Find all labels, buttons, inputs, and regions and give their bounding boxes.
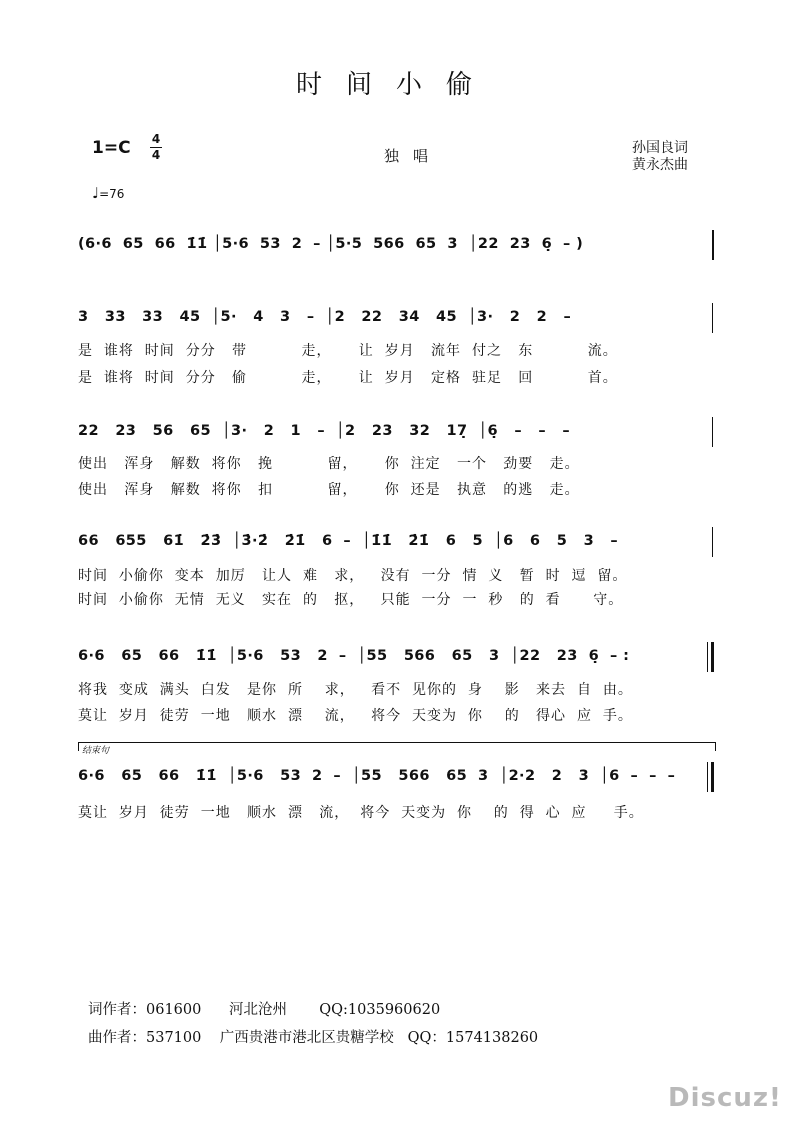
lyric-line-2a: 是 谁将 时间 分分 带 走， 让 岁月 流年 付之 东 流。 [78,343,618,359]
barline [712,417,713,447]
final-barline-thick [711,762,714,792]
notation-line-6: 6·6 65 66 1̇1̇ │5·6 53 2 – │55 566 65 3 │2·2 2 3 │6 – – – [78,768,676,784]
final-barline-thin [707,762,708,792]
notation-line-1: (6·6 65 66 1̇1̇ │5·6 53 2 – │5·5 566 65 3 │22 23 6̣ – ) [78,236,584,252]
notation-line-4: 66 655 61̇ 2̇3̇ │3̇·2̇ 2̇1̇ 6 – │1̇1̇ 2̇1̇ 6 5 │6 6 5 3 – [78,533,619,549]
repeat-barline-thin [707,642,708,672]
watermark-logo: Discuz! [668,1083,782,1113]
barline [712,527,713,557]
notation-line-2: 3 33 33 45 │5· 4 3 – │2 22 34 45 │3· 2 2 – [78,309,572,325]
lyric-line-4a: 时间 小偷你 变本 加厉 让人 难 求， 没有 一分 情 义 暂 时 逗 留。 [78,568,628,584]
lyric-line-5a: 将我 变成 满头 白发 是你 所 求， 看不 见你的 身 影 来去 自 由。 [78,682,633,698]
composer-credit: 黄永杰曲 [632,157,688,173]
tempo-marking [92,184,124,202]
repeat-barline-thick [711,642,714,672]
tempo-value: =76 [99,187,125,201]
notation-line-3: 22 23 56 65 │3· 2 1 – │2 23 32 17̣ │6̣ – – – [78,423,571,439]
quarter-note-icon: ♩ [92,184,100,202]
barline [712,230,714,260]
lyricist-contact: 词作者：061600 河北沧州 QQ:1035960620 [88,1002,441,1018]
lyric-line-4b: 时间 小偷你 无情 无义 实在 的 抠， 只能 一分 一 秒 的 看 守。 [78,592,624,608]
lyric-line-3a: 使出 浑身 解数 将你 挽 留， 你 注定 一个 劲要 走。 [78,456,580,472]
time-signature [150,133,162,162]
composer-contact: 曲作者：537100 广西贵港市港北区贵糖学校 QQ：1574138260 [88,1030,539,1046]
ending-bracket [78,742,716,751]
lyric-line-3b: 使出 浑身 解数 将你 扣 留， 你 还是 执意 的逃 走。 [78,482,580,498]
time-signature-top: 4 [151,132,161,146]
lyric-line-5b: 莫让 岁月 徒劳 一地 顺水 漂 流， 将今 天变为 你 的 得心 应 手。 [78,708,633,724]
performance-type: 独唱 [384,147,443,165]
barline [712,303,713,333]
ending-label: 结束句 [82,746,110,756]
lyric-line-6: 莫让 岁月 徒劳 一地 顺水 漂 流， 将今 天变为 你 的 得 心 应 手。 [78,805,644,821]
credits [632,140,688,174]
song-title: 时间小偷 [295,70,496,100]
lyricist-credit: 孙国良词 [632,140,688,156]
notation-line-5: 6·6 65 66 1̇1̇ │5·6 53 2 – │55 566 65 3 │22 23 6̣ – : [78,648,630,664]
lyric-line-2b: 是 谁将 时间 分分 偷 走， 让 岁月 定格 驻足 回 首。 [78,370,618,386]
time-signature-bottom: 4 [151,148,161,162]
key-signature: 1=C [92,138,131,158]
